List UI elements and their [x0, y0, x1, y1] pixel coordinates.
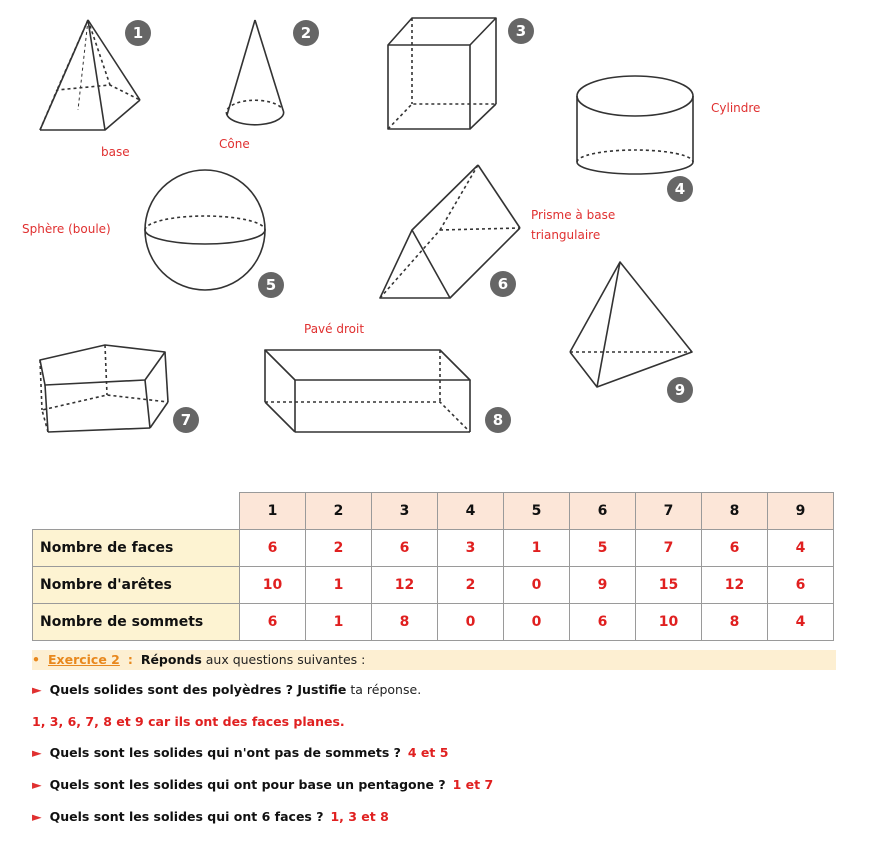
cylinder-figure: [577, 76, 693, 174]
table-cell: 0: [504, 604, 570, 641]
badge-1: [125, 20, 151, 46]
arrow-right-icon: ►: [32, 682, 42, 697]
question-4-text: Quels sont les solides qui ont 6 faces ?: [49, 809, 324, 824]
column-header-8: 8: [702, 493, 768, 530]
table-cell: 15: [636, 567, 702, 604]
question-2: [32, 745, 448, 760]
table-cell: 12: [372, 567, 438, 604]
table-row-faces: [33, 530, 834, 567]
table-header-row: [33, 493, 834, 530]
cuboid-figure: [265, 350, 470, 432]
column-header-2: 2: [306, 493, 372, 530]
base-label: base: [101, 145, 130, 159]
prism-label-line2: triangulaire: [531, 228, 601, 242]
question-1-text-rest: ta réponse.: [350, 682, 422, 697]
table-cell: 1: [306, 567, 372, 604]
badge-7: [173, 407, 199, 433]
cube-figure: [388, 18, 496, 129]
arrow-right-icon: ►: [32, 745, 42, 760]
table-cell: 8: [702, 604, 768, 641]
column-header-3: 3: [372, 493, 438, 530]
table-cell: 6: [702, 530, 768, 567]
question-3-text: Quels sont les solides qui ont pour base un pentagone ?: [49, 777, 446, 792]
column-header-9: 9: [768, 493, 834, 530]
pentagonal-prism-figure: [40, 345, 168, 432]
bullet-icon: •: [32, 652, 40, 667]
table-corner-cell: [33, 493, 240, 530]
question-2-answer: 4 et 5: [407, 745, 449, 760]
table-cell: 6: [768, 567, 834, 604]
instruction-bold: Réponds: [140, 652, 202, 667]
table-row-vertices: [33, 604, 834, 641]
table-cell: 4: [768, 604, 834, 641]
question-2-text: Quels sont les solides qui n'ont pas de sommets ?: [49, 745, 401, 760]
badge-4: [667, 176, 693, 202]
table-cell: 4: [768, 530, 834, 567]
table-cell: 3: [438, 530, 504, 567]
tetrahedron-figure: [570, 262, 692, 387]
sphere-label: Sphère (boule): [22, 222, 111, 236]
table-cell: 1: [504, 530, 570, 567]
table-cell: 0: [438, 604, 504, 641]
question-4: [32, 809, 389, 824]
badge-6: [490, 271, 516, 297]
pentagonal-pyramid-figure: [40, 20, 140, 130]
instruction-rest: aux questions suivantes :: [205, 652, 366, 667]
table-cell: 10: [636, 604, 702, 641]
svg-text:5: 5: [265, 276, 277, 294]
svg-text:3: 3: [515, 22, 527, 40]
column-header-4: 4: [438, 493, 504, 530]
table-cell: 0: [504, 567, 570, 604]
table-cell: 2: [306, 530, 372, 567]
table-cell: 6: [240, 530, 306, 567]
arrow-right-icon: ►: [32, 777, 42, 792]
cone-figure: [226, 20, 283, 125]
badge-9: [667, 377, 693, 403]
table-cell: 7: [636, 530, 702, 567]
svg-text:4: 4: [674, 180, 686, 198]
table-cell: 6: [570, 604, 636, 641]
table-cell: 10: [240, 567, 306, 604]
table-cell: 6: [240, 604, 306, 641]
exercise-heading-bar: [32, 650, 836, 670]
column-header-7: 7: [636, 493, 702, 530]
table-cell: 9: [570, 567, 636, 604]
svg-text:2: 2: [300, 24, 312, 42]
question-4-answer: 1, 3 et 8: [330, 809, 389, 824]
exercise-title: Exercice 2: [47, 652, 120, 667]
column-header-1: 1: [240, 493, 306, 530]
badge-2: [293, 20, 319, 46]
question-1: [32, 682, 421, 697]
table-cell: 2: [438, 567, 504, 604]
cylinder-label: Cylindre: [711, 101, 761, 115]
table-row-edges: [33, 567, 834, 604]
question-1-answer: 1, 3, 6, 7, 8 et 9 car ils ont des faces planes.: [32, 714, 345, 729]
sphere-figure: [145, 170, 265, 290]
column-header-6: 6: [570, 493, 636, 530]
badge-5: [258, 272, 284, 298]
solids-properties-table: [32, 492, 834, 641]
badge-3: [508, 18, 534, 44]
table-cell: 1: [306, 604, 372, 641]
table-cell: 8: [372, 604, 438, 641]
pave-label: Pavé droit: [304, 322, 365, 336]
column-header-5: 5: [504, 493, 570, 530]
svg-text:8: 8: [492, 411, 504, 429]
question-1-text: Quels solides sont des polyèdres ? Justifie: [49, 682, 347, 697]
cone-label: Cône: [219, 137, 250, 151]
question-3-answer: 1 et 7: [452, 777, 494, 792]
table-cell: 6: [372, 530, 438, 567]
svg-text:7: 7: [180, 411, 192, 429]
arrow-right-icon: ►: [32, 809, 42, 824]
question-3: [32, 777, 493, 792]
row-label-vertices: Nombre de sommets: [33, 604, 240, 641]
table-cell: 12: [702, 567, 768, 604]
row-label-faces: Nombre de faces: [33, 530, 240, 567]
exercise-colon: :: [127, 652, 133, 667]
svg-text:6: 6: [497, 275, 509, 293]
badge-8: [485, 407, 511, 433]
prism-label-line1: Prisme à base: [531, 208, 616, 222]
table-cell: 5: [570, 530, 636, 567]
svg-text:1: 1: [132, 24, 144, 42]
row-label-edges: Nombre d'arêtes: [33, 567, 240, 604]
svg-text:9: 9: [674, 381, 686, 399]
